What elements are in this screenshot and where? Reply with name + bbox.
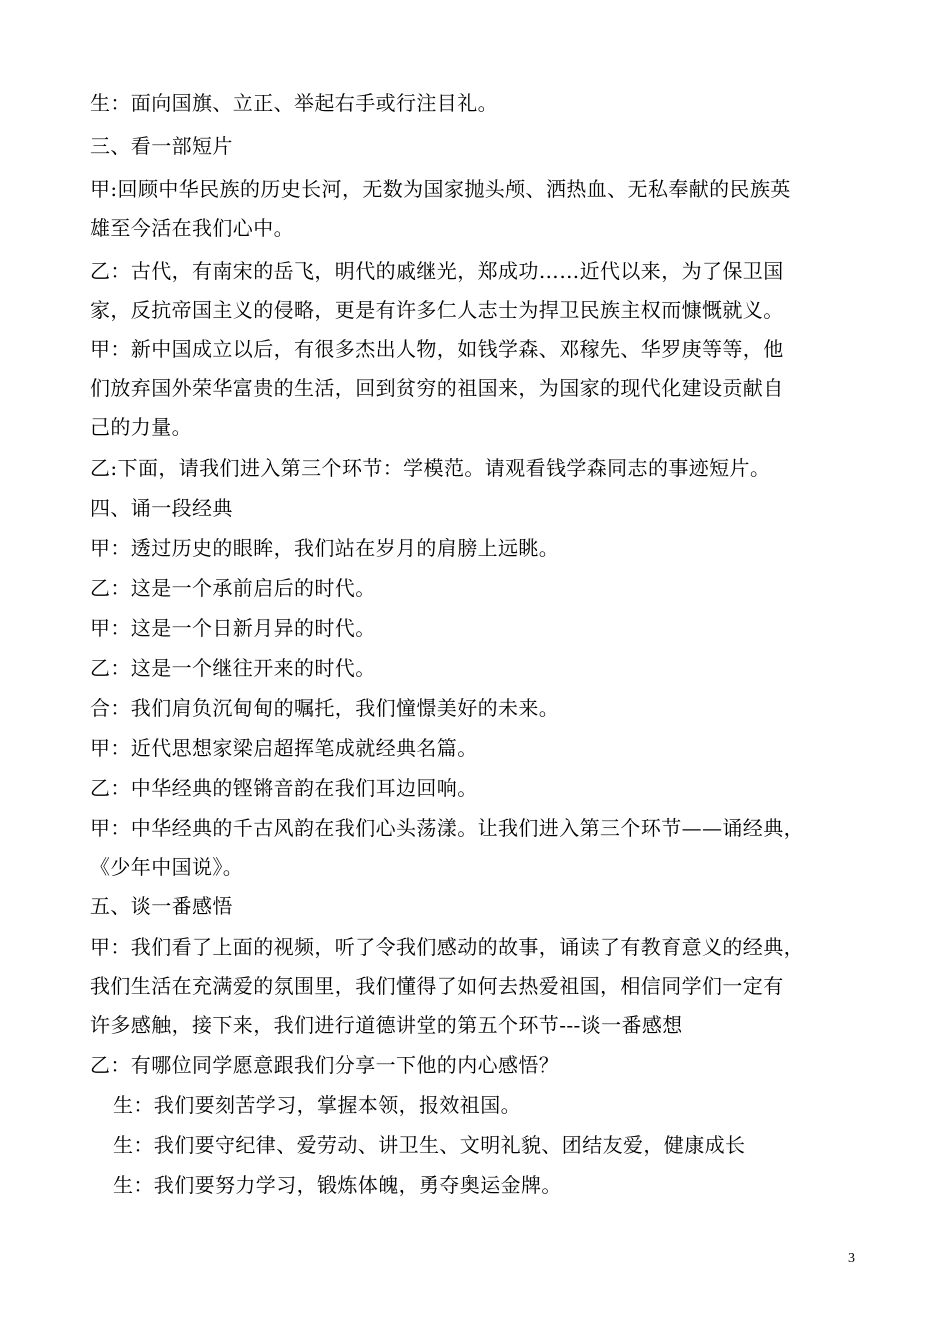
text-line: 《少年中国说》。 (90, 855, 244, 879)
section-heading: 四、诵一段经典 (90, 496, 233, 520)
text-line: 己的力量。 (90, 415, 192, 439)
text-line: 家，反抗帝国主义的侵略，更是有许多仁人志士为捍卫民族主权而慷慨就义。 (90, 298, 784, 322)
text-line: 生：我们要守纪律、爱劳动、讲卫生、文明礼貌、团结友爱，健康成长 (113, 1133, 746, 1157)
text-line: 我们生活在充满爱的氛围里，我们懂得了如何去热爱祖国，相信同学们一定有 (90, 974, 784, 998)
text-line: 乙：这是一个继往开来的时代。 (90, 656, 376, 680)
text-line: 甲：近代思想家梁启超挥笔成就经典名篇。 (90, 736, 478, 760)
text-line: 乙：古代，有南宋的岳飞，明代的戚继光，郑成功……近代以来，为了保卫国 (90, 259, 784, 283)
text-line: 甲：透过历史的眼眸，我们站在岁月的肩膀上远眺。 (90, 536, 560, 560)
text-line: 甲：新中国成立以后，有很多杰出人物，如钱学森、邓稼先、华罗庚等等，他 (90, 337, 784, 361)
text-line: 甲：这是一个日新月异的时代。 (90, 616, 376, 640)
text-line: 生：我们要努力学习，锻炼体魄，勇夺奥运金牌。 (113, 1173, 562, 1197)
text-line: 甲：我们看了上面的视频，听了令我们感动的故事，诵读了有教育意义的经典， (90, 935, 804, 959)
page-number: 3 (848, 1251, 855, 1266)
text-line: 乙：有哪位同学愿意跟我们分享一下他的内心感悟？ (90, 1053, 560, 1077)
text-line: 合：我们肩负沉甸甸的嘱托，我们憧憬美好的未来。 (90, 696, 560, 720)
text-line: 乙:下面，请我们进入第三个环节：学模范。请观看钱学森同志的事迹短片。 (90, 456, 771, 480)
text-line: 甲：中华经典的千古风韵在我们心头荡漾。让我们进入第三个环节——诵经典， (90, 816, 804, 840)
text-line: 甲:回顾中华民族的历史长河，无数为国家抛头颅、洒热血、无私奉献的民族英 (90, 177, 791, 201)
section-heading: 三、看一部短片 (90, 134, 233, 158)
text-line: 雄至今活在我们心中。 (90, 216, 294, 240)
text-line: 生：面向国旗、立正、举起右手或行注目礼。 (90, 91, 498, 115)
section-heading: 五、谈一番感悟 (90, 894, 233, 918)
text-line: 乙：中华经典的铿锵音韵在我们耳边回响。 (90, 776, 478, 800)
text-line: 乙：这是一个承前启后的时代。 (90, 576, 376, 600)
text-line: 生：我们要刻苦学习，掌握本领，报效祖国。 (113, 1093, 521, 1117)
text-line: 许多感触，接下来，我们进行道德讲堂的第五个环节---谈一番感想 (90, 1013, 683, 1037)
text-line: 们放弃国外荣华富贵的生活，回到贫穷的祖国来，为国家的现代化建设贡献自 (90, 376, 784, 400)
